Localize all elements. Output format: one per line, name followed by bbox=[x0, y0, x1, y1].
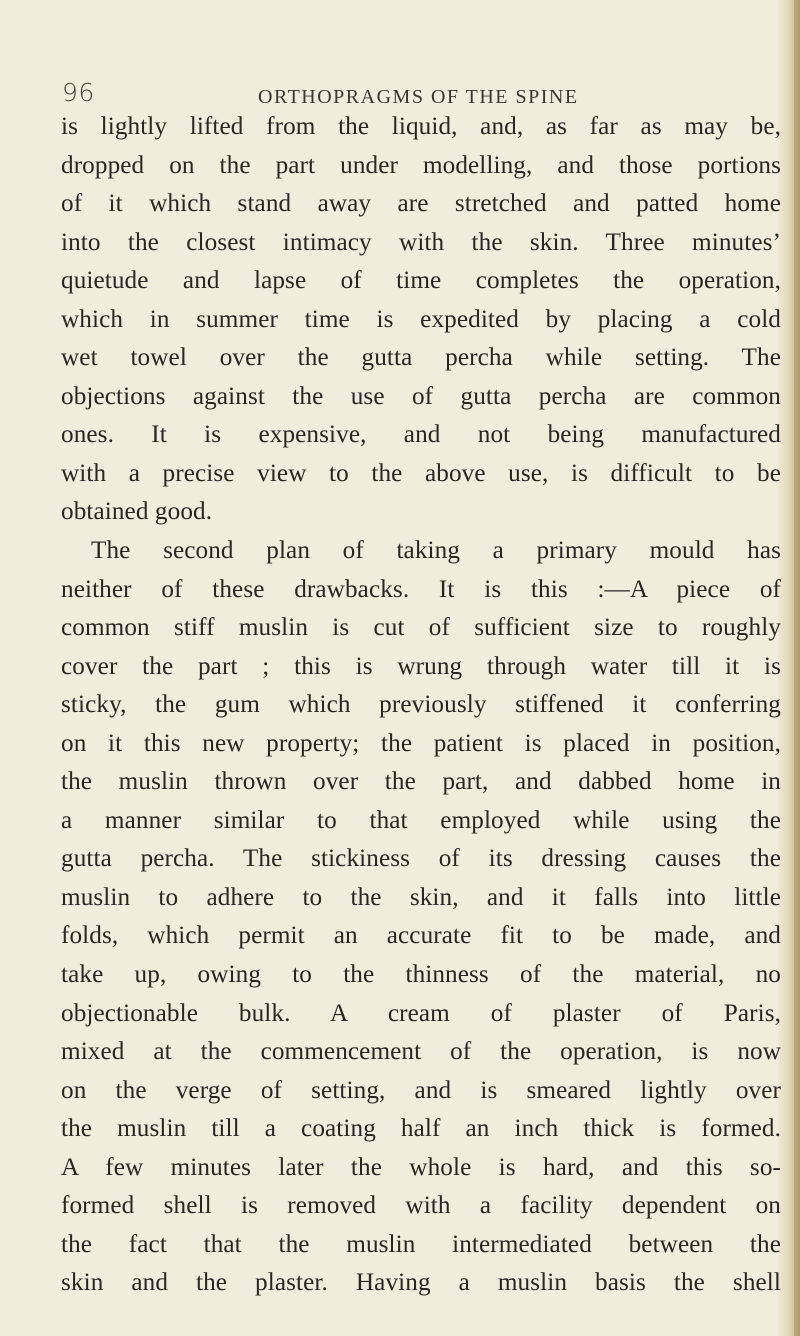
text-line: take up, owing to the thinness of the material, no bbox=[61, 961, 781, 989]
text-line: which in summer time is expedited by placing a cold bbox=[61, 305, 781, 333]
page-number: 96 bbox=[62, 78, 95, 107]
text-line: cover the part ; this is wrung through water till it is bbox=[61, 652, 781, 680]
text-line: a manner similar to that employed while using the bbox=[61, 806, 781, 834]
text-line: into the closest intimacy with the skin. Three minutes’ bbox=[61, 228, 781, 256]
running-head: ORTHOPRAGMS OF THE SPINE bbox=[258, 86, 579, 108]
text-line: on the verge of setting, and is smeared lightly over bbox=[61, 1076, 781, 1104]
text-line: dropped on the part under modelling, and those portions bbox=[61, 151, 781, 179]
text-line: with a precise view to the above use, is difficult to be bbox=[61, 459, 781, 487]
text-line: The second plan of taking a primary mould has bbox=[91, 537, 781, 565]
text-line: is lightly lifted from the liquid, and, as far as may be, bbox=[61, 113, 781, 140]
text-line: sticky, the gum which previously stiffened it conferring bbox=[61, 691, 781, 719]
text-line: of it which stand away are stretched and patted home bbox=[61, 190, 781, 218]
text-line: objections against the use of gutta percha are common bbox=[61, 382, 781, 410]
text-line: quietude and lapse of time completes the operation, bbox=[61, 267, 781, 295]
text-line: skin and the plaster. Having a muslin basis the shell bbox=[61, 1269, 781, 1297]
text-line: gutta percha. The stickiness of its dressing causes the bbox=[61, 845, 781, 873]
page-edge-shadow bbox=[794, 0, 800, 1336]
text-line: ones. It is expensive, and not being manufactured bbox=[61, 421, 781, 449]
text-line: the muslin thrown over the part, and dabbed home in bbox=[61, 768, 781, 796]
text-line: common stiff muslin is cut of sufficient size to roughly bbox=[61, 614, 781, 642]
text-line: wet towel over the gutta percha while setting. The bbox=[61, 344, 781, 372]
text-line: A few minutes later the whole is hard, and this so- bbox=[61, 1153, 781, 1181]
text-line: on it this new property; the patient is placed in position, bbox=[61, 729, 781, 757]
text-line: objectionable bulk. A cream of plaster of Paris, bbox=[61, 999, 781, 1027]
text-line: formed shell is removed with a facility dependent on bbox=[61, 1192, 781, 1220]
text-line: folds, which permit an accurate fit to be made, and bbox=[61, 922, 781, 950]
body-text bbox=[61, 108, 781, 1303]
text-line: mixed at the commencement of the operation, is now bbox=[61, 1038, 781, 1066]
text-line: obtained good. bbox=[61, 498, 213, 526]
text-line: neither of these drawbacks. It is this :—A piece of bbox=[61, 575, 781, 603]
text-line: the fact that the muslin intermediated between the bbox=[61, 1230, 781, 1258]
text-line: muslin to adhere to the skin, and it falls into little bbox=[61, 883, 781, 911]
text-line: the muslin till a coating half an inch thick is formed. bbox=[61, 1115, 781, 1143]
